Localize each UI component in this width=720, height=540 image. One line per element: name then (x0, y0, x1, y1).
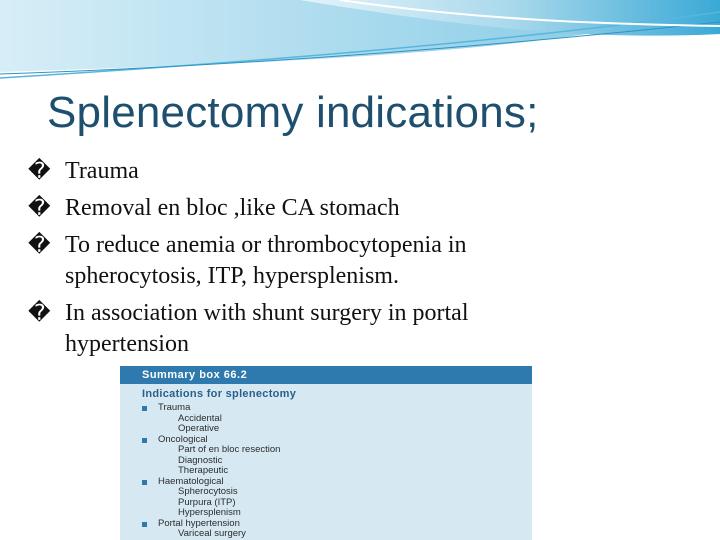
bullet-marker-icon: � (28, 301, 51, 326)
summary-category: Trauma (120, 403, 532, 414)
summary-box-header: Summary box 66.2 (120, 366, 532, 384)
summary-box-image (120, 366, 532, 540)
summary-box-list (120, 403, 532, 540)
bullet-item (28, 193, 588, 224)
bullet-text: In association with shunt surgery in portal hypertension (65, 300, 469, 357)
summary-subitem: Diagnostic (178, 454, 223, 466)
bullet-marker-icon: � (28, 233, 51, 258)
bullet-text: Trauma (65, 158, 139, 184)
bullet-item (28, 230, 588, 292)
summary-category: Portal hypertension (120, 519, 532, 530)
bullet-text: To reduce anemia or thrombocytopenia in spherocytosis, ITP, hypersplenism. (65, 232, 467, 289)
summary-subitem: Variceal surgery (178, 528, 246, 539)
bullet-item (28, 298, 588, 360)
bullet-text: Removal en bloc ,like CA stomach (65, 195, 400, 221)
summary-subitem: Spherocytosis (178, 486, 238, 497)
summary-category: Oncological (120, 435, 532, 446)
summary-subitem: Operative (178, 423, 220, 434)
decorative-wave-banner (0, 0, 720, 90)
summary-box-subheader: Indications for splenectomy (142, 388, 297, 400)
slide-title: Splenectomy indications; (47, 88, 539, 137)
summary-subitem: Hypersplenism (178, 507, 241, 518)
bullet-marker-icon: � (28, 196, 51, 221)
summary-subitem: Purpura (ITP) (178, 496, 236, 508)
bullet-list (28, 156, 588, 366)
summary-subitem: Accidental (178, 412, 222, 424)
bullet-marker-icon: � (28, 159, 51, 184)
summary-subitem: Therapeutic (178, 465, 229, 476)
summary-subitem: Part of en bloc resection (178, 444, 281, 455)
summary-category: Haematological (120, 477, 532, 488)
bullet-item (28, 156, 588, 187)
